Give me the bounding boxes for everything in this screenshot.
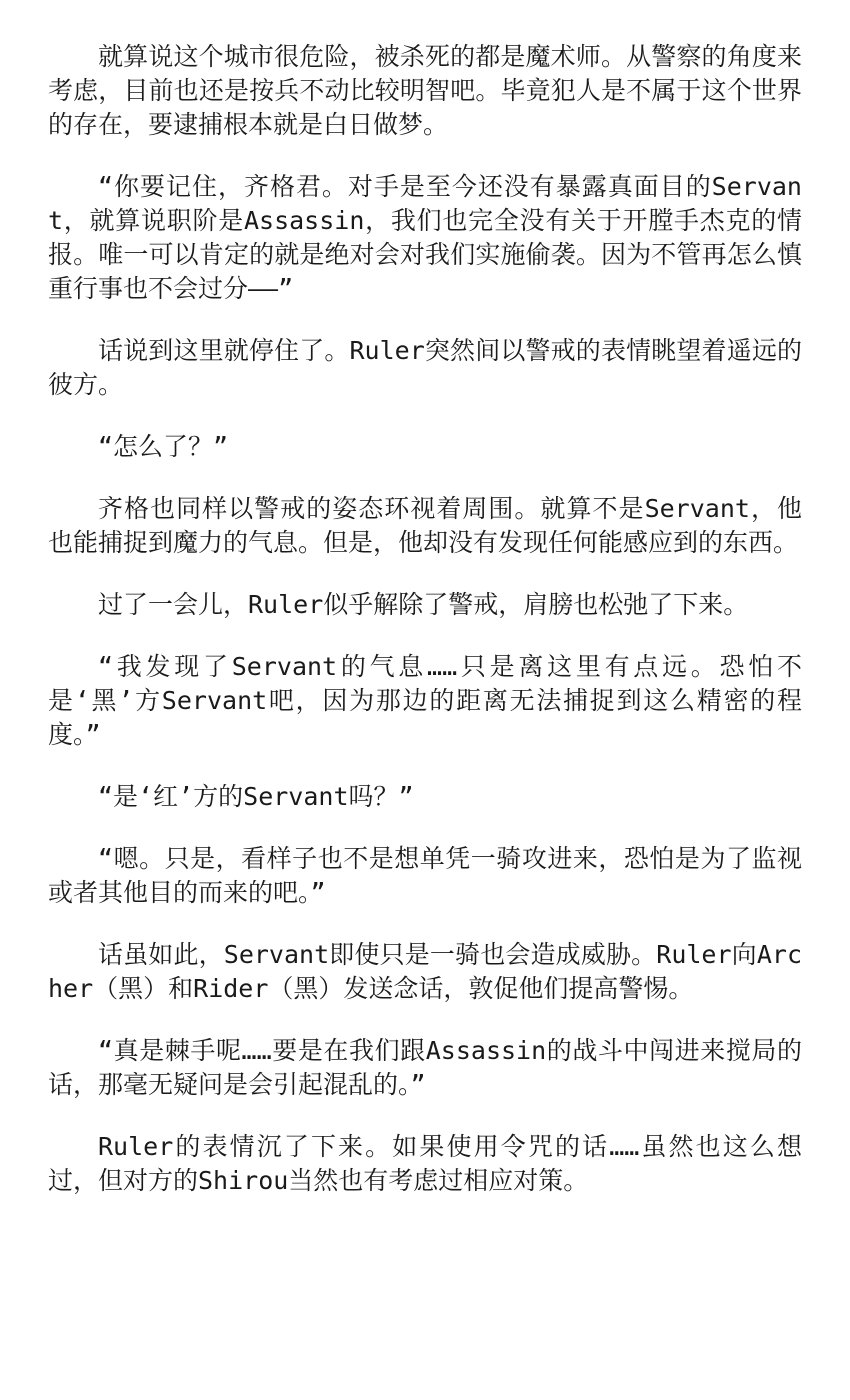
paragraph: 就算说这个城市很危险，被杀死的都是魔术师。从警察的角度来考虑，目前也还是按兵不动比较明智吧。毕竟犯人是不属于这个世界的存在，要逮捕根本就是白日做梦。 — [48, 42, 802, 139]
paragraph: 话说到这里就停住了。Ruler突然间以警戒的表情眺望着遥远的彼方。 — [48, 336, 802, 399]
paragraph: “我发现了Servant的气息……只是离这里有点远。恐怕不是‘黑’方Servant吧，因为那边的距离无法捕捉到这么精密的程度。” — [48, 652, 802, 749]
paragraph: “嗯。只是，看样子也不是想单凭一骑攻进来，恐怕是为了监视或者其他目的而来的吧。” — [48, 844, 802, 907]
paragraph: “怎么了？” — [98, 432, 229, 461]
paragraph: 齐格也同样以警戒的姿态环视着周围。就算不是Servant，他也能捕捉到魔力的气息。但是，他却没有发现任何能感应到的东西。 — [48, 494, 802, 557]
paragraph: “真是棘手呢……要是在我们跟Assassin的战斗中闯进来搅局的话，那毫无疑问是会引起混乱的。” — [48, 1036, 802, 1099]
document-body — [48, 40, 802, 1226]
paragraph: “是‘红’方的Servant吗？” — [98, 782, 414, 811]
paragraph: 话虽如此，Servant即使只是一骑也会造成威胁。Ruler向Archer（黑）和Rider（黑）发送念话，敦促他们提高警惕。 — [48, 940, 802, 1003]
paragraph: 过了一会儿，Ruler似乎解除了警戒，肩膀也松弛了下来。 — [98, 590, 749, 619]
paragraph: “你要记住，齐格君。对手是至今还没有暴露真面目的Servant，就算说职阶是Assassin，我们也完全没有关于开膛手杰克的情报。唯一可以肯定的就是绝对会对我们实施偷袭。因为不管再怎么慎重行事也不会过分——” — [48, 172, 802, 303]
paragraph: Ruler的表情沉了下来。如果使用令咒的话……虽然也这么想过，但对方的Shirou当然也有考虑过相应对策。 — [48, 1132, 802, 1195]
